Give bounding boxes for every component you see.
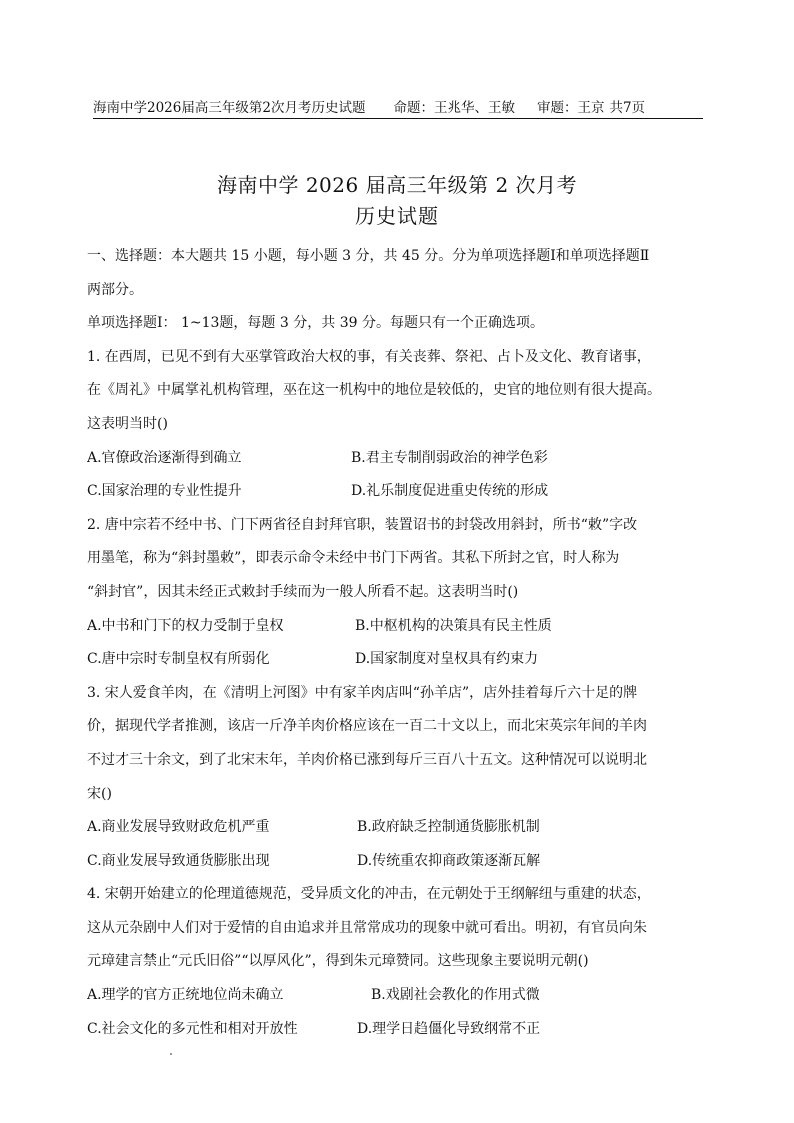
question-stem-line: 3. 宋人爱食羊肉，在《清明上河图》中有家羊肉店叫“孙羊店”，店外挂着每斤六十足的牌	[87, 684, 638, 701]
exam-subtitle: 历史试题	[355, 204, 439, 228]
options-row	[87, 643, 712, 677]
question-2	[87, 509, 712, 677]
option-d: D.理学日趋僵化导致纲常不正	[357, 1020, 541, 1037]
option-c: C.商业发展导致通货膨胀出现	[87, 852, 270, 869]
question-1	[87, 341, 712, 509]
question-stem-line: 1. 在西周，已见不到有大巫掌管政治大权的事，有关丧葬、祭祀、占卜及文化、教育诸事，	[87, 348, 651, 365]
question-stem-line: 价，据现代学者推测，该店一斤净羊肉价格应该在一百二十文以上，而北宋英宗年间的羊肉	[87, 718, 647, 735]
options-row	[87, 475, 712, 509]
option-b: B.中枢机构的决策具有民主性质	[355, 617, 552, 634]
options-row	[87, 1013, 712, 1047]
header-author: 命题：王兆华、王敏	[393, 100, 515, 116]
exam-content	[87, 240, 712, 1046]
section-instruction: 单项选择题Ⅰ： 1~13题，每题 3 分，共 39 分。每题只有一个正确选项。	[87, 315, 544, 332]
page-header	[93, 99, 703, 119]
option-d: D.礼乐制度促进重史传统的形成	[351, 483, 549, 500]
option-a: A.官僚政治逐渐得到确立	[87, 449, 242, 466]
options-row	[87, 845, 712, 879]
question-4	[87, 878, 712, 1046]
option-d: D.传统重农抑商政策逐渐瓦解	[357, 852, 541, 869]
option-a: A.商业发展导致财政危机严重	[87, 819, 270, 836]
option-a: A.理学的官方正统地位尚未确立	[87, 987, 284, 1004]
question-stem-line: 2. 唐中宗若不经中书、门下两省径自封拜官职，装置诏书的封袋改用斜封，所书“敕”字改	[87, 516, 638, 533]
option-b: B.君主专制削弱政治的神学色彩	[351, 449, 548, 466]
question-stem-line: 4. 宋朝开始建立的伦理道德规范，受异质文化的冲击，在元朝处于王纲解纽与重建的状态，	[87, 886, 651, 903]
question-stem-line: 元璋建言禁止“元氏旧俗”“以厚风化”，得到朱元璋赞同。这些现象主要说明元朝()	[87, 953, 589, 970]
option-a: A.中书和门下的权力受制于皇权	[87, 617, 284, 634]
question-stem-line: 宋()	[87, 785, 112, 802]
option-c: C.社会文化的多元性和相对开放性	[87, 1020, 298, 1037]
question-stem-line: 这从元杂剧中人们对于爱情的自由追求并且常常成功的现象中就可看出。明初，有官员向朱	[87, 919, 647, 936]
option-c: C.国家治理的专业性提升	[87, 483, 242, 500]
header-reviewer: 审题：王京	[536, 100, 605, 116]
question-stem-line: “斜封官”，因其未经正式敕封手续而为一般人所看不起。这表明当时()	[87, 583, 519, 600]
question-3	[87, 677, 712, 879]
option-d: D.国家制度对皇权具有约束力	[355, 651, 539, 668]
question-stem-line: 不过才三十余文，到了北宋末年，羊肉价格已涨到每斤三百八十五文。这种情况可以说明北	[87, 751, 647, 768]
scan-dot	[170, 1053, 172, 1055]
question-stem-line: 在《周礼》中属掌礼机构管理，巫在这一机构中的地位是较低的，史官的地位则有很大提高。	[87, 382, 661, 399]
options-row	[87, 610, 712, 644]
question-stem-line: 这表明当时()	[87, 415, 168, 432]
options-row	[87, 979, 712, 1013]
options-row	[87, 811, 712, 845]
options-row	[87, 442, 712, 476]
exam-title: 海南中学 2026 届高三年级第 2 次月考	[216, 173, 578, 197]
section-heading-cont: 两部分。	[87, 281, 143, 298]
option-c: C.唐中宗时专制皇权有所弱化	[87, 651, 270, 668]
header-exam-title: 海南中学2026届高三年级第2次月考历史试题	[93, 100, 366, 116]
question-stem-line: 用墨笔，称为“斜封墨敕”，即表示命令未经中书门下两省。其私下所封之官，时人称为	[87, 550, 620, 567]
option-b: B.戏剧社会教化的作用式微	[371, 987, 540, 1004]
option-b: B.政府缺乏控制通货膨胀机制	[357, 819, 540, 836]
header-page-count: 共7页	[609, 100, 646, 116]
section-heading: 一、选择题：本大题共 15 小题，每小题 3 分，共 45 分。分为单项选择题Ⅰ和单项选择题Ⅱ	[87, 248, 650, 264]
